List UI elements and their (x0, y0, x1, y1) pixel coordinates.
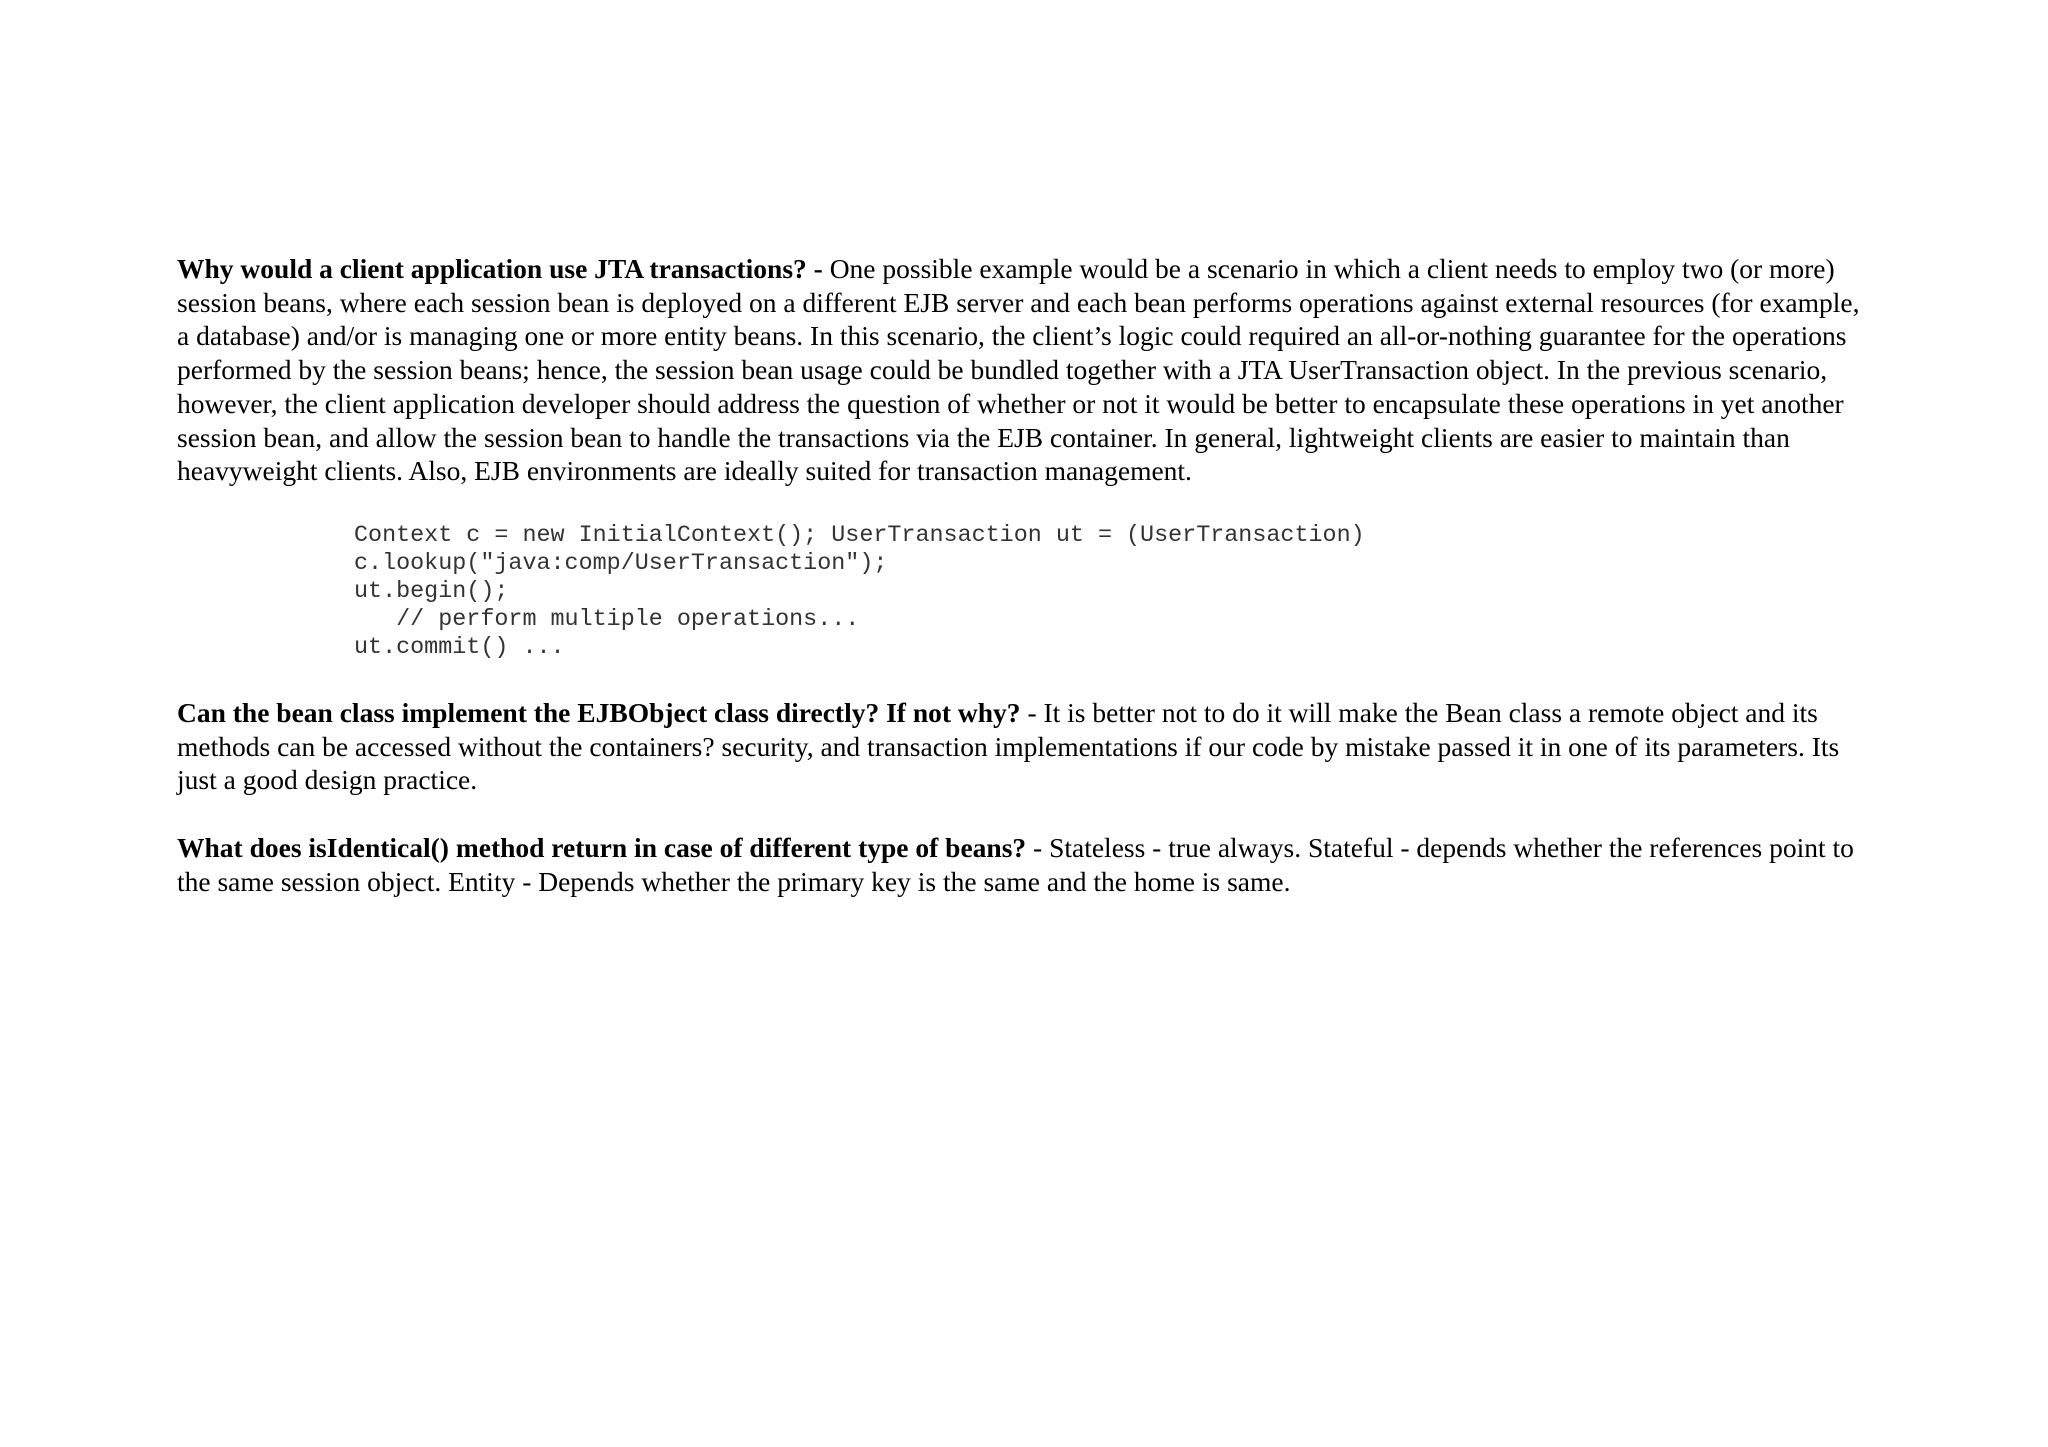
code-line: Context c = new InitialContext(); UserTransaction ut = (UserTransaction) (354, 522, 1365, 549)
document-page (177, 252, 1877, 898)
question-text: What does isIdentical() method return in case of different type of beans? (177, 832, 1027, 864)
code-line: // perform multiple operations... (354, 606, 860, 633)
question-text: Can the bean class implement the EJBObject class directly? If not why? (177, 696, 1021, 728)
paragraph-spacer (177, 797, 1877, 831)
answer-text: One possible example would be a scenario in which a client needs to employ two (or more) session beans, where each session bean is deployed on a different EJB server and each bean performs operations against external resources (for example, a database) and/or is managing one or more entity beans. In this scenario, the client’s logic could required an all-or-nothing guarantee for the operations performed by the session beans; hence, the session bean usage could be bundled together with a JTA UserTransaction object. In the previous scenario, however, the client application developer should address the question of whether or not it would be better to encapsulate these operations in yet another session bean, and allow the session bean to handle the transactions via the EJB container. In general, lightweight clients are easier to maintain than heavyweight clients. Also, EJB environments are ideally suited for transaction management. (177, 253, 1860, 487)
question-text: Why would a client application use JTA transactions? - (177, 253, 823, 284)
code-line: ut.commit() ... (354, 634, 565, 661)
faq-item-jta (177, 252, 1877, 488)
faq-item-isidentical (177, 831, 1877, 898)
faq-item-ejbobject (177, 696, 1877, 797)
answer-text: - It is better not to do it will make the Bean class a remote object and its methods can be accessed without the containers? security, and transaction implementations if our code by mistake passed it in one of its parameters. Its just a good design practice. (177, 696, 1840, 796)
code-line: ut.begin(); (354, 578, 509, 605)
code-block (354, 522, 1877, 662)
code-line: c.lookup("java:comp/UserTransaction"); (354, 550, 888, 577)
answer-text: - Stateless - true always. Stateful - depends whether the references point to the same session object. Entity - Depends whether the primary key is the same and the home is same. (177, 832, 1854, 897)
